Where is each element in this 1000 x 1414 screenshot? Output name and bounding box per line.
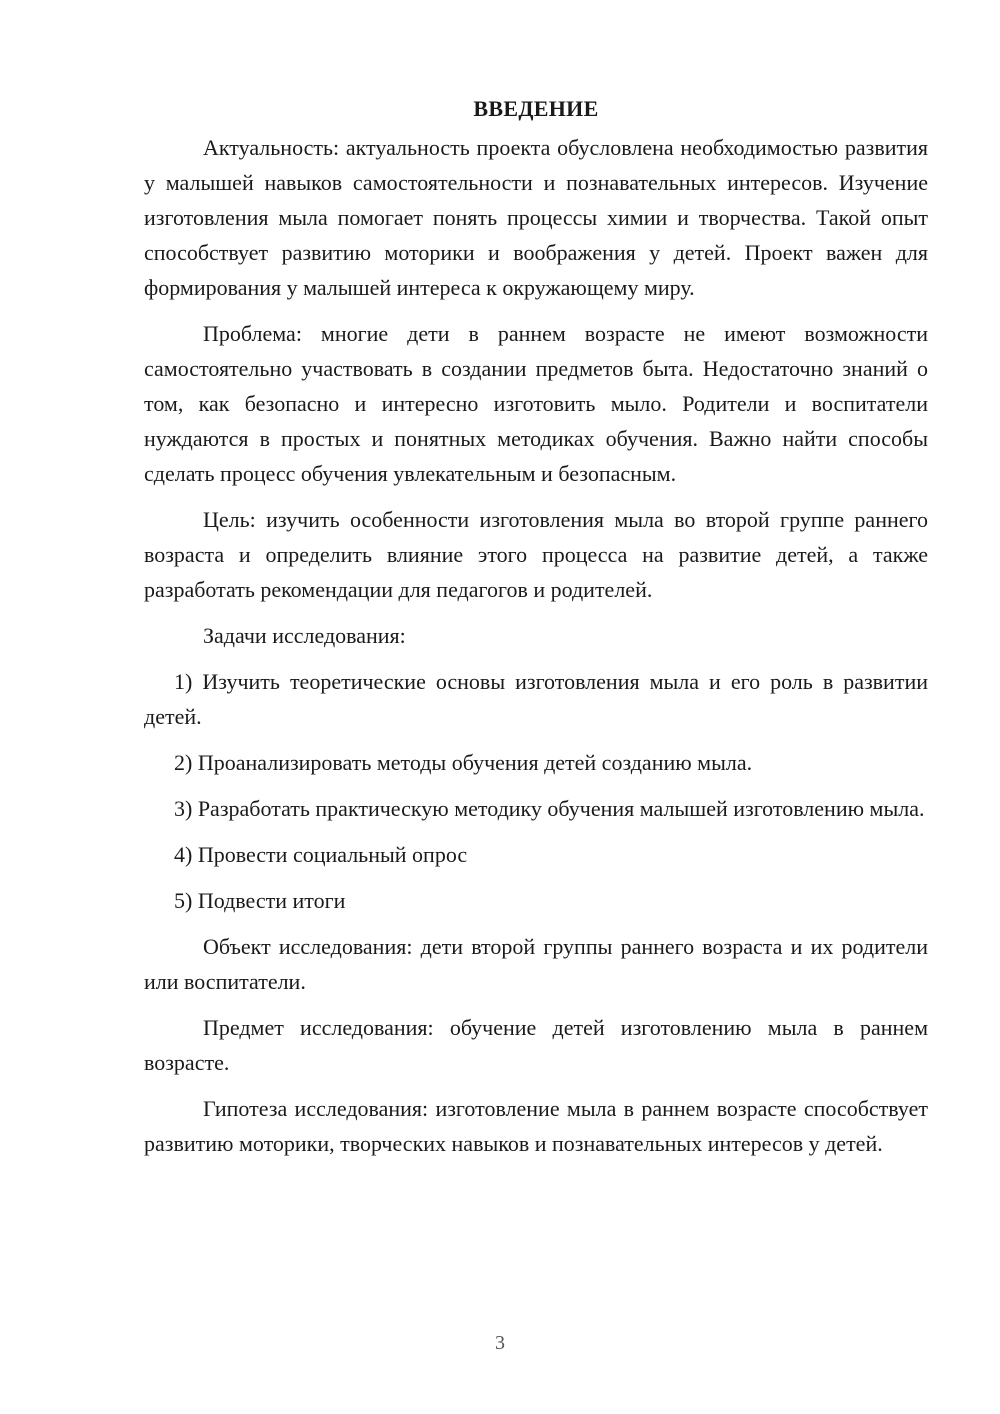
paragraph-hypothesis: Гипотеза исследования: изготовление мыла в раннем возрасте способствует развитию моторики, творческих навыков и познавательных интересов у детей. <box>144 1096 928 1156</box>
task-item-3: 3) Разработать практическую методику обучения малышей изготовлению мыла. <box>174 796 925 821</box>
task-item-4: 4) Провести социальный опрос <box>174 842 468 867</box>
task-item-2: 2) Проанализировать методы обучения детей созданию мыла. <box>174 750 753 775</box>
task-item-5: 5) Подвести итоги <box>174 888 346 913</box>
task-item-1: 1) Изучить теоретические основы изготовления мыла и его роль в развитии детей. <box>144 669 928 729</box>
tasks-heading: Задачи исследования: <box>203 623 406 648</box>
paragraph-relevance: Актуальность: актуальность проекта обусловлена необходимостью развития у малышей навыков самостоятельности и познавательных интересов. Изучение изготовления мыла помогает понять процессы химии и творчества. Такой опыт способствует развитию моторики и воображения у детей. Проект важен для формирования у малышей интереса к окружающему миру. <box>144 135 928 300</box>
page-number: 3 <box>495 1332 505 1354</box>
paragraph-subject: Предмет исследования: обучение детей изготовлению мыла в раннем возрасте. <box>144 1015 928 1075</box>
paragraph-object: Объект исследования: дети второй группы раннего возраста и их родители или воспитатели. <box>144 934 928 994</box>
document-page <box>144 92 928 1172</box>
section-title: ВВЕДЕНИЕ <box>473 96 599 121</box>
paragraph-problem: Проблема: многие дети в раннем возрасте не имеют возможности самостоятельно участвовать в создании предметов быта. Недостаточно знаний о том, как безопасно и интересно изготовить мыло. Родители и воспитатели нуждаются в простых и понятных методиках обучения. Важно найти способы сделать процесс обучения увлекательным и безопасным. <box>144 321 928 486</box>
paragraph-goal: Цель: изучить особенности изготовления мыла во второй группе раннего возраста и определить влияние этого процесса на развитие детей, а также разработать рекомендации для педагогов и родителей. <box>144 507 928 602</box>
